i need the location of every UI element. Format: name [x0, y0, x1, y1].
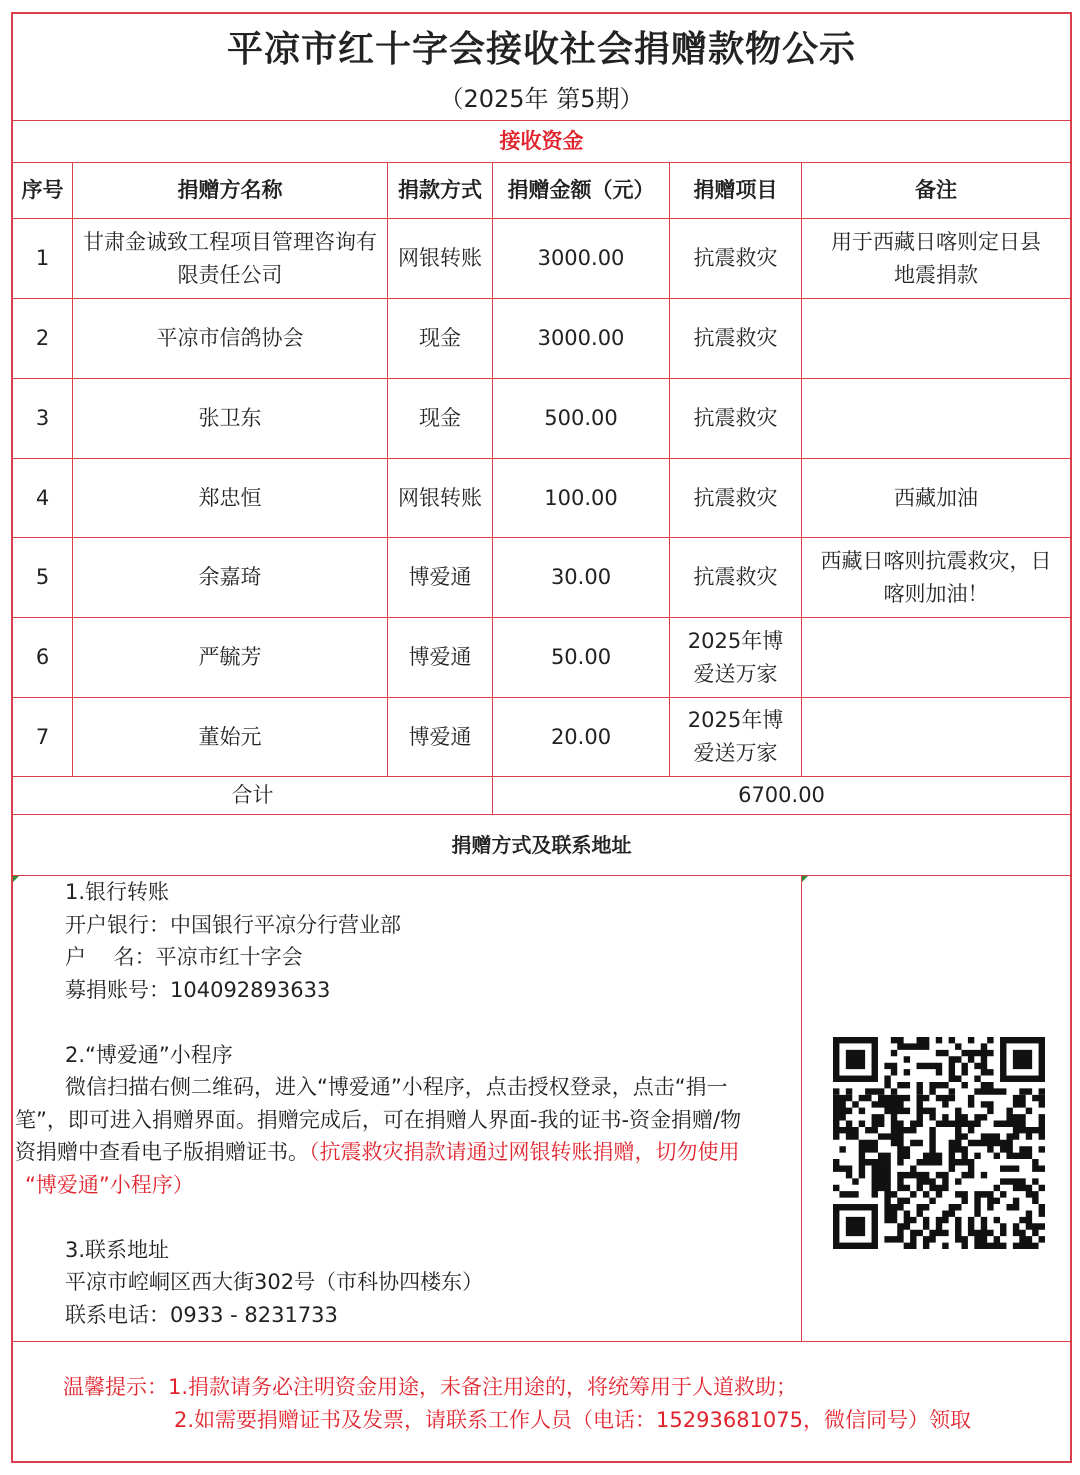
- row-remark: [802, 618, 1070, 697]
- bank-name: 开户银行：中国银行平凉分行营业部: [65, 912, 401, 937]
- page-title: 平凉市红十字会接收社会捐赠款物公示: [226, 28, 856, 70]
- header-no: 序号: [21, 178, 64, 202]
- row-donor-name: 张卫东: [198, 406, 262, 430]
- app-description-line2: 笔”，即可进入捐赠界面。捐赠完成后，可在捐赠人界面-我的证书-资金捐赠/物: [15, 1107, 742, 1132]
- announcement-sheet: [11, 12, 1072, 1463]
- app-title: 2.“博爱通”小程序: [65, 1042, 233, 1067]
- row-method: 网银转账: [398, 485, 482, 510]
- notice-line1: 温馨提示：1.捐款请务必注明资金用途，未备注用途的，将统筹用于人道救助；: [63, 1375, 798, 1399]
- row-method: 现金: [419, 326, 461, 350]
- warm-notice: [63, 1371, 1063, 1436]
- row-amount: 3000.00: [537, 326, 625, 350]
- row-remark: 西藏加油: [894, 485, 978, 510]
- row-amount: 30.00: [550, 565, 612, 589]
- row-donor-name: 严毓芳: [198, 645, 262, 669]
- account-name: 户 名：平凉市红十字会: [65, 945, 303, 969]
- row-project: 抗震救灾: [693, 246, 778, 270]
- row-project: 抗震救灾: [693, 565, 778, 589]
- row-method: 博爱通: [408, 565, 472, 589]
- app-warning: （抗震救灾捐款请通过网银转账捐赠，切勿使用: [309, 1140, 740, 1164]
- phone: 联系电话：0933 - 8231733: [65, 1302, 338, 1327]
- row-method: 博爱通: [408, 645, 472, 669]
- section-funds-heading: 接收资金: [499, 129, 584, 153]
- header-amount: 捐赠金额（元）: [507, 178, 655, 202]
- row-amount: 20.00: [550, 724, 612, 749]
- address: 平凉市崆峒区西大街302号（市科协四楼东）: [65, 1270, 484, 1294]
- cell-marker: [802, 876, 808, 882]
- row-donor-name: 余嘉琦: [198, 565, 262, 589]
- row-project: 抗震救灾: [693, 406, 778, 430]
- issue-subtitle: （2025年 第5期）: [439, 84, 644, 113]
- app-description-line1: 微信扫描右侧二维码，进入“博爱通”小程序，点击授权登录，点击“捐一: [65, 1075, 728, 1099]
- app-description-line3: [15, 1136, 799, 1169]
- total-label: 合计: [231, 783, 274, 807]
- row-donor-name: 甘肃金诚致工程项目管理咨询有限责任公司: [83, 229, 377, 287]
- header-donor-name: 捐赠方名称: [177, 178, 283, 202]
- row-amount: 100.00: [544, 485, 618, 510]
- row-project: 抗震救灾: [693, 326, 778, 350]
- header-project: 捐赠项目: [693, 178, 778, 202]
- row-remark: [802, 299, 1070, 378]
- app-description-text: 资捐赠中查看电子版捐赠证书。: [15, 1140, 309, 1164]
- row-project: 2025年博爱送万家: [687, 708, 784, 765]
- row-donor-name: 董始元: [198, 724, 262, 749]
- row-amount: 50.00: [550, 645, 612, 669]
- row-donor-name: 郑忠恒: [198, 485, 262, 510]
- row-method: 网银转账: [398, 246, 482, 270]
- row-method: 现金: [419, 406, 461, 430]
- row-remark: [802, 698, 1070, 776]
- row-no: 2: [35, 326, 50, 350]
- row-method: 博爱通: [408, 724, 472, 749]
- contact-heading: 捐赠方式及联系地址: [451, 832, 632, 857]
- row-remark: 用于西藏日喀则定日县地震捐款: [831, 229, 1041, 287]
- account-number: 募捐账号：104092893633: [65, 977, 331, 1002]
- row-no: 7: [35, 724, 50, 749]
- row-no: 1: [35, 246, 50, 270]
- total-value: 6700.00: [738, 783, 825, 807]
- row-no: 3: [35, 406, 50, 430]
- row-remark: [802, 379, 1070, 458]
- row-no: 6: [35, 645, 50, 669]
- header-method: 捐款方式: [398, 178, 482, 202]
- row-amount: 500.00: [544, 406, 618, 430]
- app-warning-line2: “博爱通”小程序）: [25, 1172, 194, 1197]
- header-remark: 备注: [915, 178, 957, 202]
- bank-title: 1.银行转账: [65, 880, 170, 904]
- row-amount: 3000.00: [537, 246, 625, 270]
- row-remark: 西藏日喀则抗震救灾，日喀则加油！: [820, 548, 1052, 606]
- qr-code[interactable]: [833, 1037, 1045, 1249]
- row-donor-name: 平凉市信鸽协会: [156, 326, 304, 350]
- notice-line2: 2.如需要捐赠证书及发票，请联系工作人员（电话：15293681075，微信同号）领取: [174, 1407, 972, 1432]
- donation-instructions: [15, 876, 799, 1331]
- row-no: 4: [35, 485, 50, 510]
- address-title: 3.联系地址: [65, 1237, 170, 1262]
- row-project: 抗震救灾: [693, 485, 778, 510]
- row-no: 5: [35, 565, 50, 589]
- row-project: 2025年博爱送万家: [687, 628, 784, 686]
